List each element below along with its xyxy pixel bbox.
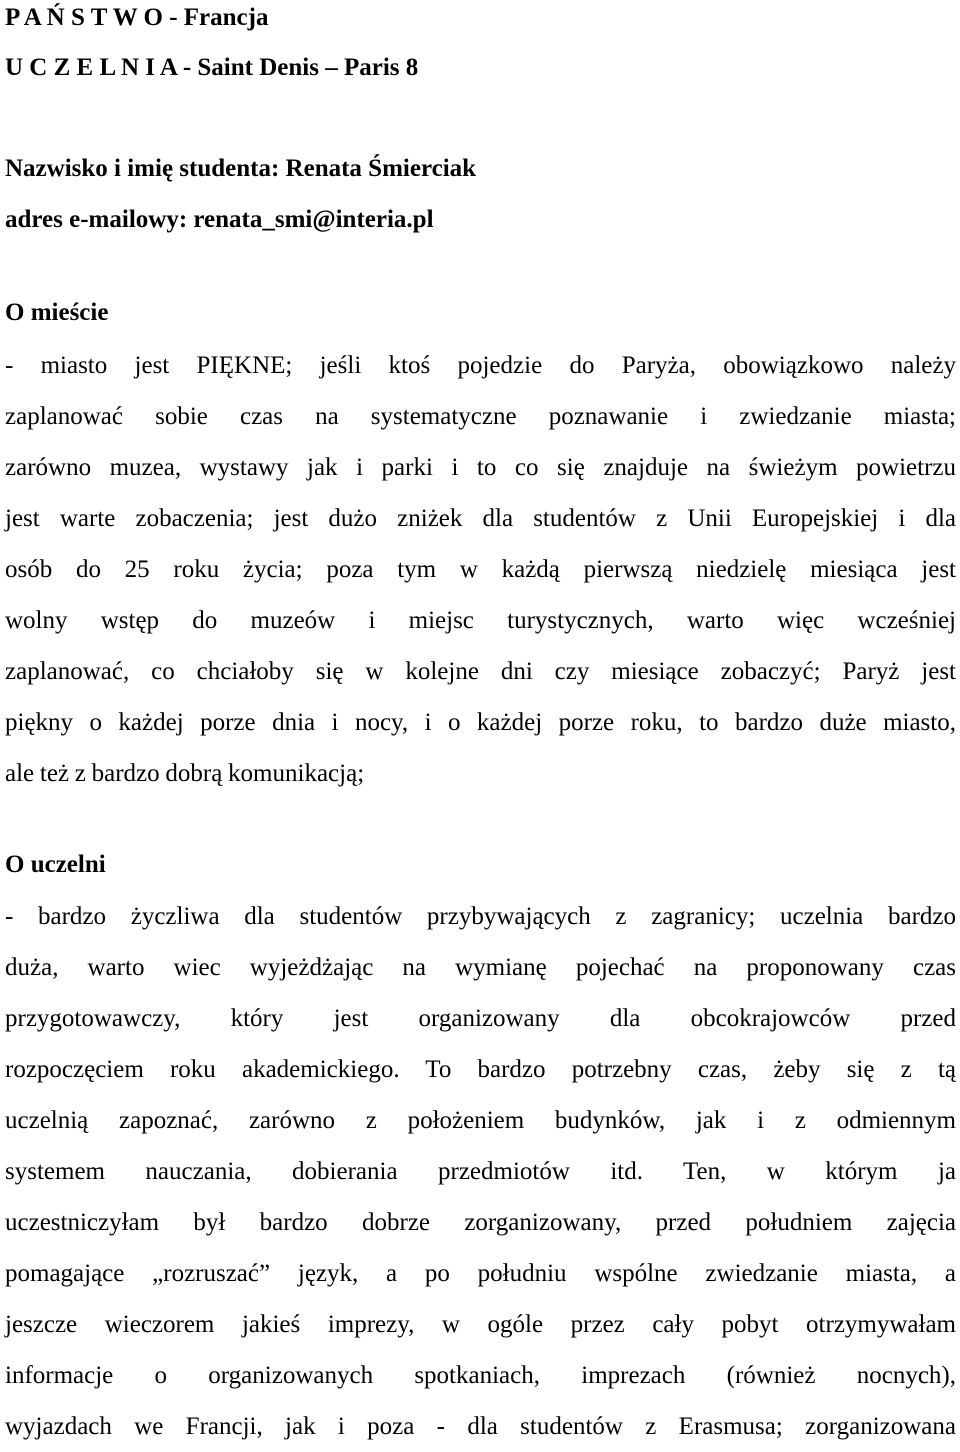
country-line: P A Ń S T W O - Francja xyxy=(5,4,269,31)
paragraph-line: pomagające „rozruszać” język, a po południu wspólne zwiedzanie miasta, a xyxy=(5,1260,956,1287)
paragraph-line: systemem nauczania, dobierania przedmiotów itd. Ten, w którym ja xyxy=(5,1158,956,1185)
section-heading-university: O uczelni xyxy=(5,851,106,878)
paragraph-line: - bardzo życzliwa dla studentów przybywających z zagranicy; uczelnia bardzo xyxy=(5,903,956,930)
paragraph-line: uczelnią zapoznać, zarówno z położeniem budynków, jak i z odmiennym xyxy=(5,1107,956,1134)
university-line: U C Z E L N I A - Saint Denis – Paris 8 xyxy=(5,54,419,81)
paragraph-line: zarówno muzea, wystawy jak i parki i to co się znajduje na świeżym powietrzu xyxy=(5,454,956,481)
paragraph-line: ale też z bardzo dobrą komunikacją; xyxy=(5,760,365,787)
paragraph-line: informacje o organizowanych spotkaniach, imprezach (również nocnych), xyxy=(5,1362,956,1389)
paragraph-line: wolny wstęp do muzeów i miejsc turystycznych, warto więc wcześniej xyxy=(5,607,956,634)
paragraph-line: przygotowawczy, który jest organizowany dla obcokrajowców przed xyxy=(5,1005,956,1032)
paragraph-line: duża, warto wiec wyjeżdżając na wymianę pojechać na proponowany czas xyxy=(5,954,956,981)
paragraph-line: uczestniczyłam był bardzo dobrze zorganizowany, przed południem zajęcia xyxy=(5,1209,956,1236)
paragraph-line: rozpoczęciem roku akademickiego. To bardzo potrzebny czas, żeby się z tą xyxy=(5,1056,956,1083)
paragraph-line: jeszcze wieczorem jakieś imprezy, w ogóle przez cały pobyt otrzymywałam xyxy=(5,1311,956,1338)
paragraph-line: jest warte zobaczenia; jest dużo zniżek dla studentów z Unii Europejskiej i dla xyxy=(5,505,956,532)
section-body-city xyxy=(5,340,956,799)
section-heading-city: O mieście xyxy=(5,299,109,326)
paragraph-line: wyjazdach we Francji, jak i poza - dla studentów z Erasmusa; zorganizowana xyxy=(5,1413,956,1440)
email-line: adres e-mailowy: renata_smi@interia.pl xyxy=(5,206,434,233)
paragraph-line: zaplanować sobie czas na systematyczne poznawanie i zwiedzanie miasta; xyxy=(5,403,956,430)
paragraph-line: zaplanować, co chciałoby się w kolejne dni czy miesiące zobaczyć; Paryż jest xyxy=(5,658,956,685)
student-name-line: Nazwisko i imię studenta: Renata Śmierciak xyxy=(5,155,477,182)
section-body-university xyxy=(5,891,956,1452)
paragraph-line: - miasto jest PIĘKNE; jeśli ktoś pojedzie do Paryża, obowiązkowo należy xyxy=(5,352,956,379)
paragraph-line: osób do 25 roku życia; poza tym w każdą pierwszą niedzielę miesiąca jest xyxy=(5,556,956,583)
paragraph-line: piękny o każdej porze dnia i nocy, i o każdej porze roku, to bardzo duże miasto, xyxy=(5,709,956,736)
